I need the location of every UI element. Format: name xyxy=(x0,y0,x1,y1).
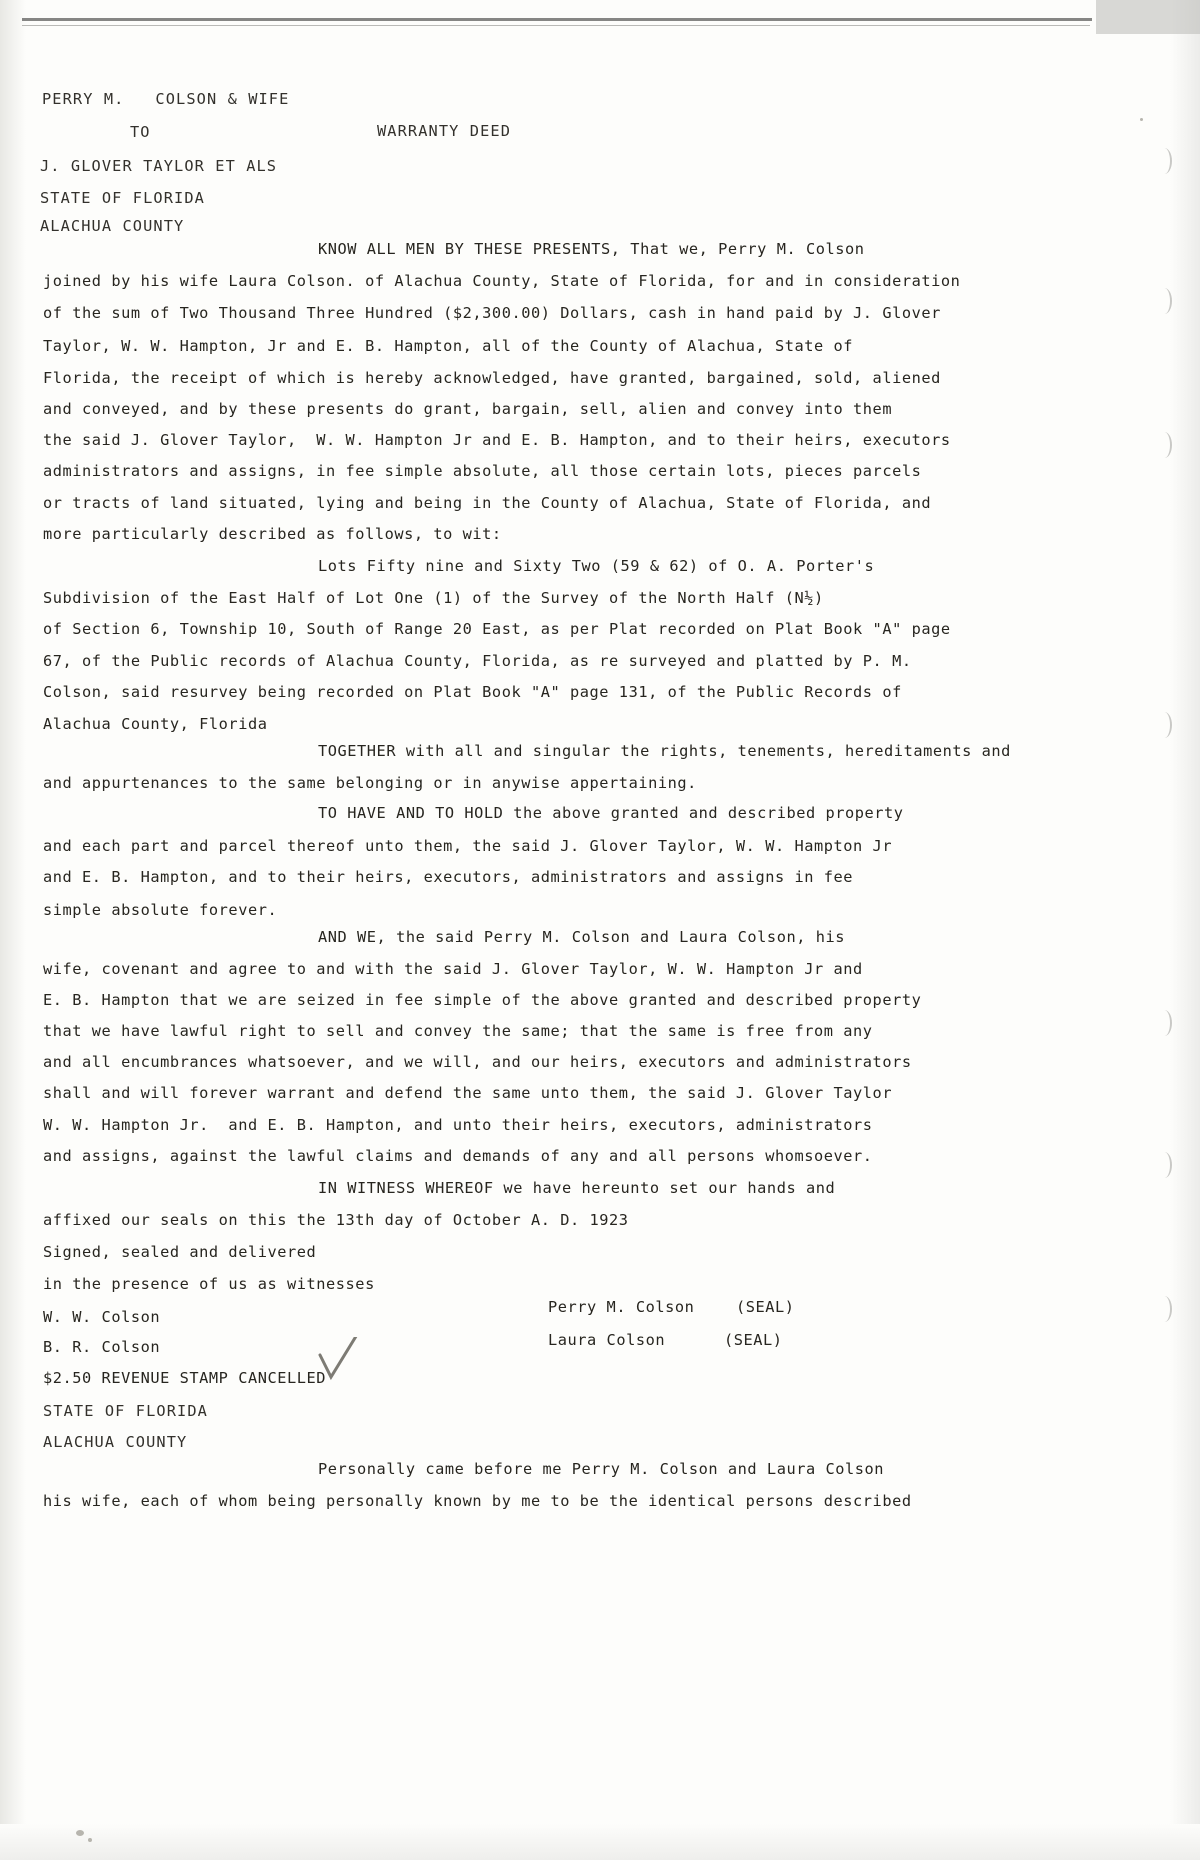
party-to-line: J. GLOVER TAYLOR ET ALS xyxy=(40,157,278,175)
body-line: and each part and parcel thereof unto them, the said J. Glover Taylor, W. W. Hampton Jr xyxy=(43,837,893,855)
body-line: simple absolute forever. xyxy=(43,901,278,919)
body-line: IN WITNESS WHEREOF we have hereunto set our hands and xyxy=(318,1179,836,1197)
body-line: affixed our seals on this the 13th day of October A. D. 1923 xyxy=(43,1211,629,1229)
body-line: or tracts of land situated, lying and being in the County of Alachua, State of Florida, and xyxy=(43,494,932,512)
body-line: joined by his wife Laura Colson. of Alachua County, State of Florida, for and in consideration xyxy=(43,272,961,290)
body-line: the said J. Glover Taylor, W. W. Hampton Jr and E. B. Hampton, and to their heirs, executors xyxy=(43,431,951,449)
signer-1-seal: (SEAL) xyxy=(736,1298,795,1316)
signer-1-name: Perry M. Colson xyxy=(548,1298,695,1316)
body-line: wife, covenant and agree to and with the said J. Glover Taylor, W. W. Hampton Jr and xyxy=(43,960,863,978)
body-line: W. W. Hampton Jr. and E. B. Hampton, and unto their heirs, executors, administrators xyxy=(43,1116,873,1134)
body-line: AND WE, the said Perry M. Colson and Laura Colson, his xyxy=(318,928,846,946)
signer-2-seal: (SEAL) xyxy=(724,1331,783,1349)
body-line: more particularly described as follows, to wit: xyxy=(43,525,502,543)
signer-2-name: Laura Colson xyxy=(548,1331,666,1349)
body-line: E. B. Hampton that we are seized in fee simple of the above granted and described property xyxy=(43,991,922,1009)
ack-line-1: Personally came before me Perry M. Colson and Laura Colson xyxy=(318,1460,885,1478)
body-line: and assigns, against the lawful claims and demands of any and all persons whomsoever. xyxy=(43,1147,873,1165)
presence-line: in the presence of us as witnesses xyxy=(43,1275,375,1293)
body-line: that we have lawful right to sell and convey the same; that the same is free from any xyxy=(43,1022,873,1040)
to-word: TO xyxy=(130,123,151,141)
body-line: and conveyed, and by these presents do grant, bargain, sell, alien and convey into them xyxy=(43,400,893,418)
body-line: TO HAVE AND TO HOLD the above granted and described property xyxy=(318,804,904,822)
body-line: Florida, the receipt of which is hereby acknowledged, have granted, bargained, sold, aliened xyxy=(43,369,941,387)
pen-checkmark-icon xyxy=(318,1337,362,1389)
ack-state: STATE OF FLORIDA xyxy=(43,1402,208,1420)
ack-line-2: his wife, each of whom being personally known by me to be the identical persons described xyxy=(43,1492,912,1510)
body-line: KNOW ALL MEN BY THESE PRESENTS, That we, Perry M. Colson xyxy=(318,240,865,258)
document-title: WARRANTY DEED xyxy=(377,122,512,140)
body-line: and E. B. Hampton, and to their heirs, executors, administrators and assigns in fee xyxy=(43,868,854,886)
body-line: shall and will forever warrant and defend the same unto them, the said J. Glover Taylor xyxy=(43,1084,893,1102)
body-line: and appurtenances to the same belonging or in anywise appertaining. xyxy=(43,774,697,792)
body-line: of Section 6, Township 10, South of Range 20 East, as per Plat recorded on Plat Book "A" page xyxy=(43,620,951,638)
body-line: of the sum of Two Thousand Three Hundred ($2,300.00) Dollars, cash in hand paid by J. Glover xyxy=(43,304,941,322)
party-from-line: PERRY M. COLSON & WIFE xyxy=(42,90,290,108)
witness-1: W. W. Colson xyxy=(43,1308,161,1326)
body-line: Subdivision of the East Half of Lot One (1) of the Survey of the North Half (N½) xyxy=(43,589,824,607)
heading-state: STATE OF FLORIDA xyxy=(40,189,205,207)
signed-sealed-line: Signed, sealed and delivered xyxy=(43,1243,317,1261)
ack-county: ALACHUA COUNTY xyxy=(43,1433,188,1451)
body-line: Alachua County, Florida xyxy=(43,715,268,733)
body-line: administrators and assigns, in fee simple absolute, all those certain lots, pieces parcels xyxy=(43,462,922,480)
body-line: Lots Fifty nine and Sixty Two (59 & 62) of O. A. Porter's xyxy=(318,557,875,575)
heading-county: ALACHUA COUNTY xyxy=(40,217,185,235)
body-line: Taylor, W. W. Hampton, Jr and E. B. Hampton, all of the County of Alachua, State of xyxy=(43,337,854,355)
body-line: Colson, said resurvey being recorded on Plat Book "A" page 131, of the Public Records of xyxy=(43,683,902,701)
witness-2: B. R. Colson xyxy=(43,1338,161,1356)
body-line: and all encumbrances whatsoever, and we will, and our heirs, executors and administrators xyxy=(43,1053,912,1071)
revenue-stamp-note: $2.50 REVENUE STAMP CANCELLED xyxy=(43,1369,327,1387)
body-line: 67, of the Public records of Alachua County, Florida, as re surveyed and platted by P. M. xyxy=(43,652,912,670)
body-line: TOGETHER with all and singular the rights, tenements, hereditaments and xyxy=(318,742,1011,760)
